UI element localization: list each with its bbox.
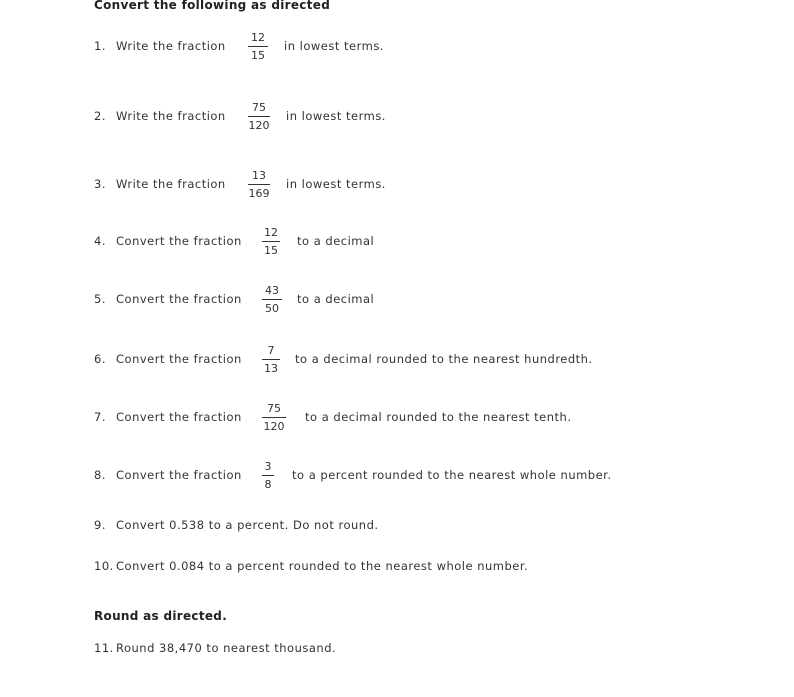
- numerator: 75: [267, 401, 281, 415]
- numerator: 43: [265, 283, 279, 297]
- problem-instruction: in lowest terms.: [286, 177, 386, 191]
- problem-instruction: to a decimal rounded to the nearest hundredth.: [295, 352, 593, 366]
- problem-text: Convert the fraction: [116, 410, 242, 424]
- problem-6: [94, 339, 593, 379]
- fraction: [260, 342, 282, 377]
- problem-number: 1.: [94, 39, 106, 53]
- numerator: 13: [252, 168, 266, 182]
- problem-number: 8.: [94, 468, 106, 482]
- denominator: 120: [263, 419, 285, 433]
- problem-text: Convert the fraction: [116, 468, 242, 482]
- fraction: [246, 29, 270, 64]
- denominator: 8: [264, 477, 272, 491]
- fraction: [260, 224, 282, 259]
- numerator: 3: [264, 459, 272, 473]
- problem-9: [94, 517, 379, 533]
- problem-number: 3.: [94, 177, 106, 191]
- problem-instruction: in lowest terms.: [284, 39, 384, 53]
- problem-text: Convert the fraction: [116, 234, 242, 248]
- problem-number: 5.: [94, 292, 106, 306]
- fraction: [246, 99, 272, 134]
- numerator: 12: [264, 225, 278, 239]
- problem-instruction: to a percent rounded to the nearest whole number.: [292, 468, 612, 482]
- problem-text: Convert 0.538 to a percent. Do not round.: [116, 518, 379, 532]
- numerator: 75: [252, 100, 266, 114]
- problem-number: 9.: [94, 518, 106, 532]
- problem-text: Write the fraction: [116, 177, 226, 191]
- fraction: [246, 167, 272, 202]
- problem-2: [94, 96, 386, 136]
- problem-text: Convert the fraction: [116, 352, 242, 366]
- denominator: 15: [264, 243, 278, 257]
- numerator: 7: [267, 343, 275, 357]
- section-2-heading: Round as directed.: [94, 609, 228, 623]
- numerator: 12: [251, 30, 265, 44]
- problem-7: [94, 397, 572, 437]
- problem-number: 2.: [94, 109, 106, 123]
- problem-10: [94, 558, 528, 574]
- problem-number: 11.: [94, 641, 114, 655]
- problem-5: [94, 279, 374, 319]
- problem-instruction: in lowest terms.: [286, 109, 386, 123]
- section-1-heading: Convert the following as directed: [94, 0, 331, 12]
- problem-instruction: to a decimal: [297, 292, 375, 306]
- problem-4: [94, 221, 374, 261]
- problem-number: 6.: [94, 352, 106, 366]
- fraction: [260, 400, 288, 435]
- denominator: 13: [264, 361, 278, 375]
- denominator: 15: [251, 48, 265, 62]
- fraction: [260, 282, 284, 317]
- problem-3: [94, 164, 386, 204]
- denominator: 50: [265, 301, 279, 315]
- problem-text: Convert 0.084 to a percent rounded to the nearest whole number.: [116, 559, 529, 573]
- problem-11: [94, 640, 336, 656]
- problem-text: Write the fraction: [116, 109, 226, 123]
- problem-instruction: to a decimal: [297, 234, 375, 248]
- problem-number: 4.: [94, 234, 106, 248]
- denominator: 169: [248, 186, 270, 200]
- fraction: [260, 458, 276, 493]
- problem-8: [94, 455, 612, 495]
- problem-1: [94, 26, 384, 66]
- problem-number: 7.: [94, 410, 106, 424]
- problem-text: Convert the fraction: [116, 292, 242, 306]
- problem-text: Write the fraction: [116, 39, 226, 53]
- denominator: 120: [248, 118, 270, 132]
- problem-number: 10.: [94, 559, 114, 573]
- problem-text: Round 38,470 to nearest thousand.: [116, 641, 337, 655]
- problem-instruction: to a decimal rounded to the nearest tenth.: [305, 410, 572, 424]
